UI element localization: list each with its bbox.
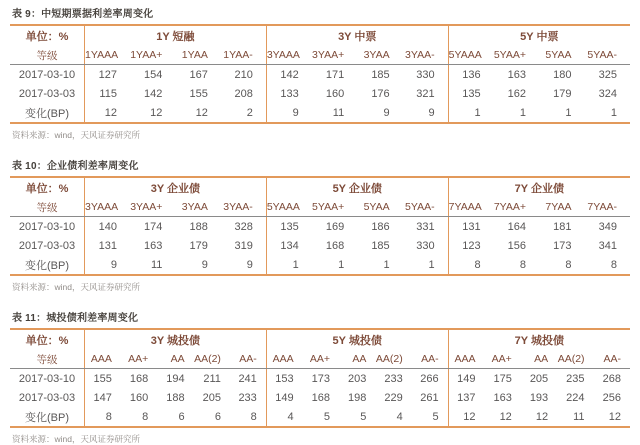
value-cell: 168 (311, 391, 331, 404)
value-cell: 12 (499, 410, 512, 423)
table-block-11 (10, 308, 630, 445)
value-cell: 233 (384, 372, 403, 385)
value-cell: 8 (250, 410, 257, 423)
group-label-cell: 5Y 中票 (448, 25, 630, 46)
value-cell: 140 (85, 217, 130, 237)
table-title (10, 308, 630, 328)
sub-label-cell: AA+ (303, 350, 339, 369)
value-cell: 134 (266, 236, 311, 255)
unit-label-cell: 单位：% (25, 183, 69, 195)
table-row (10, 407, 630, 427)
value-cell: 12 (448, 407, 484, 427)
value-cell: 163 (493, 391, 512, 404)
value-cell: 162 (507, 87, 527, 100)
sub-label-cell: AAA (85, 350, 121, 369)
unit-label-cell: 单位：% (25, 31, 69, 43)
value-cell: 179 (189, 239, 208, 252)
value-cell: 235 (566, 372, 585, 385)
value-cell: 147 (85, 388, 121, 407)
value-cell: 233 (238, 391, 257, 404)
value-cell: 8 (448, 255, 493, 275)
value-cell: 12 (150, 106, 163, 119)
value-cell: 135 (266, 217, 311, 237)
value-cell: 168 (325, 239, 345, 252)
sub-label-cell: 1YAA- (221, 46, 266, 65)
sub-label-cell: 5YAA (539, 46, 584, 65)
value-cell: 8 (142, 410, 149, 423)
value-cell: 1 (565, 106, 572, 119)
data-source-note: 资料来源：wind，天风证券研究所 (12, 130, 140, 140)
value-cell: 149 (266, 388, 302, 407)
value-cell: 241 (238, 372, 257, 385)
value-cell: 153 (266, 369, 302, 389)
value-cell: 266 (420, 372, 439, 385)
table-block-9 (10, 4, 630, 141)
table-title-text: 企业债利差率周变化 (46, 161, 139, 172)
sub-label-cell: 1YAA (175, 46, 220, 65)
sub-label-cell: 3YAA- (403, 46, 448, 65)
value-cell: 6 (178, 410, 185, 423)
value-cell: 167 (189, 68, 208, 81)
value-cell: 321 (416, 87, 435, 100)
sub-label-cell: 3YAA+ (130, 198, 175, 217)
spread-table (10, 176, 630, 276)
table-row (10, 217, 630, 237)
value-cell: 181 (553, 220, 572, 233)
value-cell: 142 (144, 87, 163, 100)
value-cell: 155 (189, 87, 208, 100)
sub-label-cell: 3YAA+ (312, 46, 357, 65)
value-cell: 188 (189, 220, 208, 233)
value-cell: 9 (246, 258, 253, 271)
value-cell: 123 (448, 236, 493, 255)
value-cell: 325 (598, 68, 617, 81)
value-cell: 349 (598, 220, 617, 233)
sub-label-cell: 5YAA+ (312, 198, 357, 217)
value-cell: 127 (85, 65, 130, 85)
value-cell: 5 (432, 410, 439, 423)
value-cell: 12 (85, 103, 130, 123)
value-cell: 261 (420, 391, 439, 404)
value-cell: 171 (325, 68, 345, 81)
sub-label-cell: 5YAA+ (494, 46, 539, 65)
value-cell: 208 (234, 87, 253, 100)
value-cell: 328 (234, 220, 253, 233)
row-label-cell: 2017-03-03 (18, 391, 76, 404)
value-cell: 12 (608, 410, 621, 423)
value-cell: 324 (598, 87, 617, 100)
value-cell: 330 (416, 68, 435, 81)
value-cell: 193 (529, 391, 549, 404)
sub-label-cell: 3YAA (175, 198, 220, 217)
value-cell: 174 (144, 220, 163, 233)
value-cell: 142 (266, 65, 311, 85)
value-cell: 179 (553, 87, 572, 100)
group-label-cell: 7Y 城投债 (448, 329, 630, 350)
value-cell: 1 (519, 106, 527, 119)
table-title-text: 城投债利差率周变化 (46, 313, 139, 324)
spread-table (10, 328, 630, 428)
value-cell: 12 (195, 106, 208, 119)
sub-label-cell: AA(2) (194, 350, 230, 369)
value-cell: 185 (371, 68, 390, 81)
table-title-prefix: 表 11： (12, 313, 47, 324)
value-cell: 210 (234, 68, 253, 81)
row-label-cell: 2017-03-10 (18, 220, 76, 233)
table-row (10, 388, 630, 407)
data-source-note: 资料来源：wind，天风证券研究所 (12, 434, 140, 444)
value-cell: 203 (348, 372, 367, 385)
value-cell: 12 (535, 410, 549, 423)
sub-label-cell: 1YAAA (85, 46, 130, 65)
value-cell: 8 (610, 258, 617, 271)
group-label-cell: 7Y 企业债 (448, 177, 630, 198)
value-cell: 149 (448, 369, 484, 389)
row-label-cell: 变化(BP) (25, 411, 69, 424)
value-cell: 9 (383, 106, 390, 119)
value-cell: 180 (553, 68, 572, 81)
table-row (10, 103, 630, 123)
table-row (10, 236, 630, 255)
sub-label-cell: 5YAA- (403, 198, 448, 217)
value-cell: 131 (448, 217, 493, 237)
value-cell: 176 (371, 87, 390, 100)
data-source-note: 资料来源：wind，天风证券研究所 (12, 282, 140, 292)
value-cell: 5 (323, 410, 331, 423)
sub-label-cell: AA (157, 350, 193, 369)
value-cell: 164 (507, 220, 527, 233)
value-cell: 4 (396, 410, 403, 423)
value-cell: 163 (144, 239, 163, 252)
sub-label-cell: AA(2) (557, 350, 593, 369)
table-row (10, 65, 630, 85)
value-cell: 331 (416, 220, 435, 233)
row-label-cell: 2017-03-03 (18, 239, 76, 252)
value-cell: 4 (266, 407, 302, 427)
value-cell: 1 (610, 106, 617, 119)
level-label-cell: 等级 (10, 46, 85, 65)
value-cell: 2 (246, 106, 253, 119)
group-label-cell: 3Y 中票 (266, 25, 448, 46)
sub-label-cell: AA+ (484, 350, 520, 369)
value-cell: 8 (565, 258, 572, 271)
table-title-prefix: 表 10： (12, 161, 47, 172)
sub-label-cell: 7YAA (539, 198, 584, 217)
value-cell: 169 (325, 220, 345, 233)
value-cell: 256 (602, 391, 621, 404)
value-cell: 224 (566, 391, 585, 404)
unit-label-cell: 单位：% (25, 335, 69, 347)
value-cell: 1 (448, 103, 493, 123)
level-label-cell: 等级 (10, 350, 85, 369)
spread-table (10, 24, 630, 124)
sub-label-cell: AA (521, 350, 557, 369)
value-cell: 6 (214, 410, 221, 423)
sub-label-cell: 7YAA+ (494, 198, 539, 217)
sub-label-cell: 5YAAA (448, 46, 493, 65)
level-label-cell: 等级 (10, 198, 85, 217)
row-label-cell: 2017-03-10 (18, 372, 76, 385)
value-cell: 11 (332, 106, 345, 119)
value-cell: 9 (428, 106, 435, 119)
value-cell: 1 (338, 258, 345, 271)
value-cell: 8 (85, 407, 121, 427)
value-cell: 268 (602, 372, 621, 385)
value-cell: 9 (85, 255, 130, 275)
sub-label-cell: AA- (594, 350, 630, 369)
table-title (10, 156, 630, 176)
sub-label-cell: AA- (412, 350, 448, 369)
sub-label-cell: 7YAAA (448, 198, 493, 217)
sub-label-cell: 3YAAA (266, 46, 311, 65)
value-cell: 9 (266, 103, 311, 123)
group-label-cell: 3Y 企业债 (85, 177, 267, 198)
sub-label-cell: 3YAA- (221, 198, 266, 217)
value-cell: 155 (85, 369, 121, 389)
value-cell: 137 (448, 388, 484, 407)
sub-label-cell: 5YAA- (584, 46, 630, 65)
value-cell: 330 (416, 239, 435, 252)
sub-label-cell: 1YAA+ (130, 46, 175, 65)
value-cell: 9 (201, 258, 208, 271)
value-cell: 185 (371, 239, 390, 252)
sub-label-cell: 5YAA (357, 198, 402, 217)
value-cell: 133 (266, 84, 311, 103)
row-label-cell: 2017-03-10 (18, 68, 76, 81)
row-label-cell: 变化(BP) (25, 259, 69, 272)
table-title-text: 中短期票据利差率周变化 (41, 9, 154, 20)
table-block-10 (10, 156, 630, 293)
value-cell: 205 (529, 372, 549, 385)
sub-label-cell: AAA (266, 350, 302, 369)
value-cell: 8 (519, 258, 527, 271)
sub-label-cell: AA(2) (375, 350, 411, 369)
sub-label-cell: AA+ (121, 350, 157, 369)
sub-label-cell: AA (339, 350, 375, 369)
table-row (10, 84, 630, 103)
value-cell: 136 (448, 65, 493, 85)
sub-label-cell: 3YAA (357, 46, 402, 65)
value-cell: 198 (348, 391, 367, 404)
table-title-prefix: 表 9： (12, 9, 42, 20)
table-row (10, 255, 630, 275)
value-cell: 11 (150, 258, 163, 271)
sub-label-cell: 3YAAA (85, 198, 130, 217)
row-label-cell: 2017-03-03 (18, 87, 76, 100)
table-row (10, 369, 630, 389)
group-label-cell: 3Y 城投债 (85, 329, 267, 350)
sub-label-cell: 7YAA- (584, 198, 630, 217)
value-cell: 186 (371, 220, 390, 233)
value-cell: 194 (166, 372, 185, 385)
value-cell: 205 (202, 391, 221, 404)
row-label-cell: 变化(BP) (25, 107, 69, 120)
group-label-cell: 5Y 城投债 (266, 329, 448, 350)
value-cell: 1 (428, 258, 435, 271)
value-cell: 319 (234, 239, 253, 252)
value-cell: 229 (384, 391, 403, 404)
value-cell: 163 (507, 68, 527, 81)
value-cell: 211 (203, 372, 221, 385)
value-cell: 188 (166, 391, 185, 404)
value-cell: 160 (129, 391, 149, 404)
value-cell: 1 (383, 258, 390, 271)
sub-label-cell: 5YAAA (266, 198, 311, 217)
value-cell: 160 (325, 87, 345, 100)
value-cell: 154 (144, 68, 163, 81)
value-cell: 115 (85, 84, 130, 103)
value-cell: 173 (311, 372, 331, 385)
value-cell: 135 (448, 84, 493, 103)
value-cell: 11 (573, 410, 585, 423)
group-label-cell: 5Y 企业债 (266, 177, 448, 198)
value-cell: 5 (360, 410, 367, 423)
value-cell: 341 (598, 239, 617, 252)
value-cell: 131 (85, 236, 130, 255)
value-cell: 168 (129, 372, 149, 385)
value-cell: 1 (266, 255, 311, 275)
value-cell: 175 (493, 372, 512, 385)
sub-label-cell: AA- (230, 350, 266, 369)
value-cell: 173 (553, 239, 572, 252)
group-label-cell: 1Y 短融 (85, 25, 267, 46)
table-title (10, 4, 630, 24)
value-cell: 156 (507, 239, 527, 252)
sub-label-cell: AAA (448, 350, 484, 369)
